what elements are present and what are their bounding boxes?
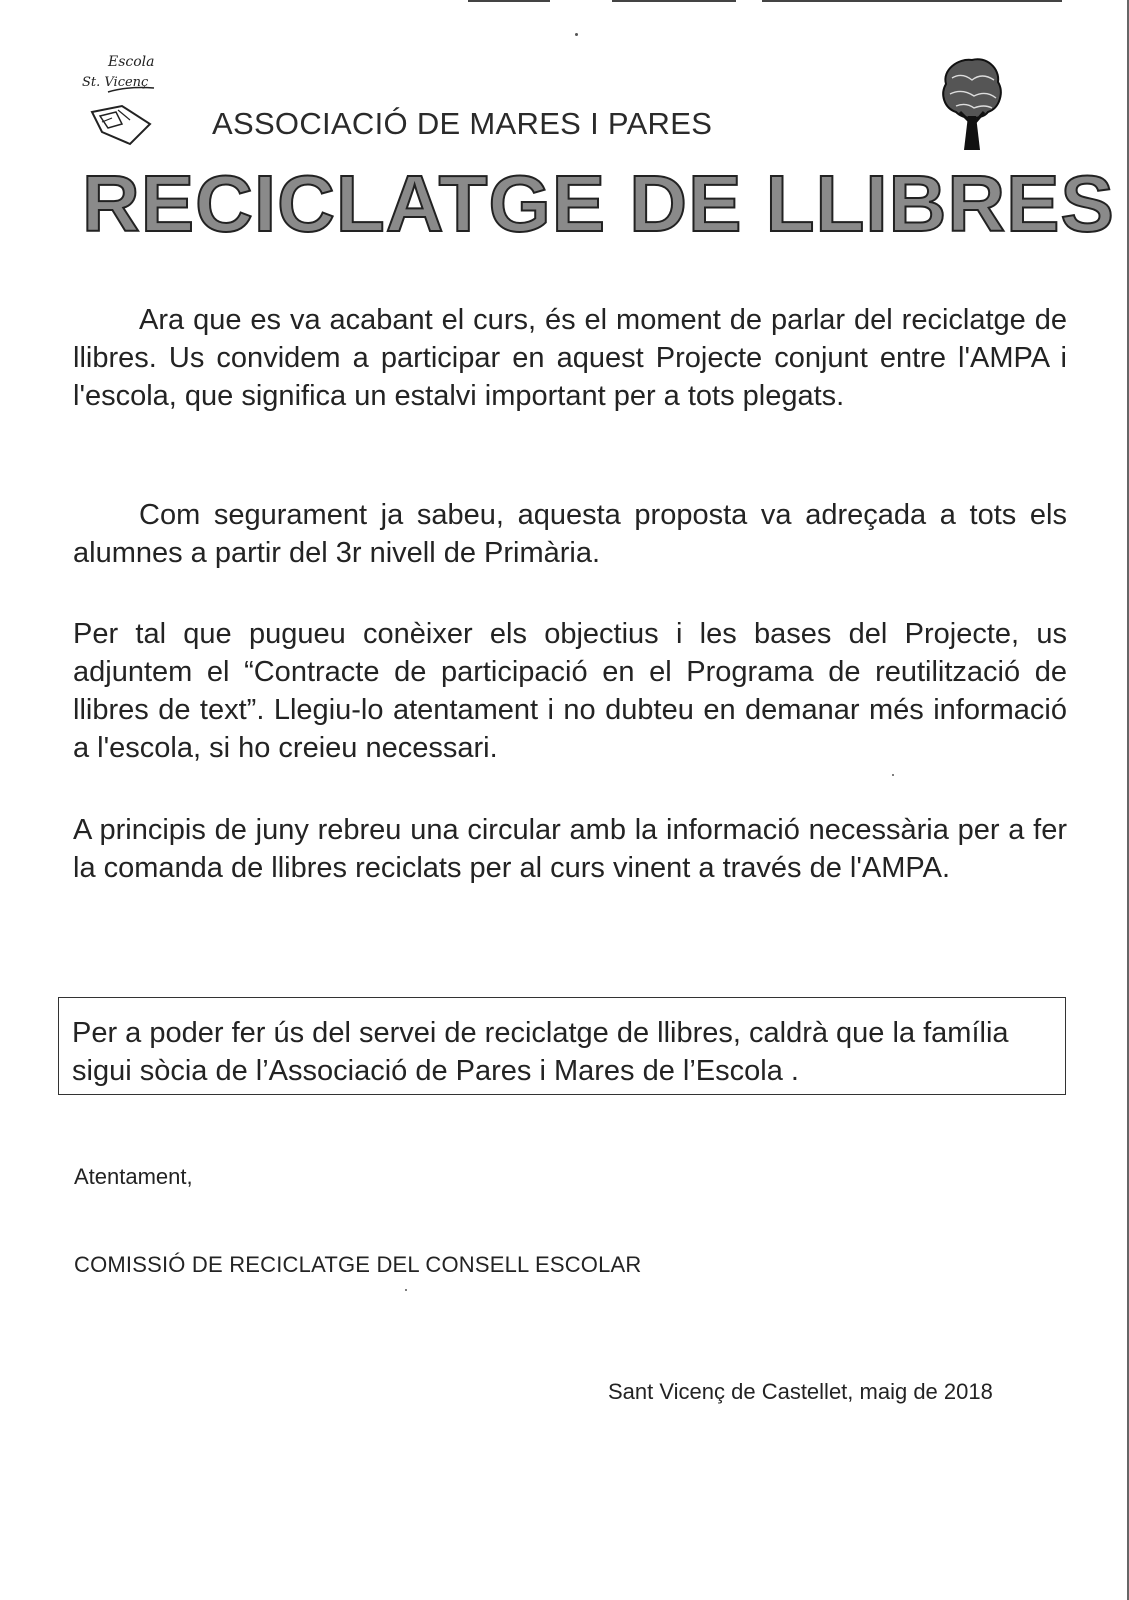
tree-icon (938, 54, 1006, 156)
scan-edge-line (612, 0, 736, 2)
body-paragraph: Com segurament ja sabeu, aquesta proposta va adreçada a tots els alumnes a partir del 3r nivell de Primària. (73, 499, 1067, 569)
closing-salutation: Atentament, (74, 1164, 193, 1189)
body-paragraph: Ara que es va acabant el curs, és el moment de parlar del reciclatge de llibres. Us convidem a participar en aquest Projecte conjunt entre l'AMPA i l'escola, que significa un estalvi important per a tots plegats. (73, 304, 1067, 412)
scan-speck (575, 33, 578, 36)
scan-speck (405, 1289, 407, 1291)
place-date: Sant Vicenç de Castellet, maig de 2018 (608, 1379, 993, 1404)
school-logo-text: St. Vicenç (82, 75, 149, 90)
association-name: ASSOCIACIÓ DE MARES I PARES (212, 106, 713, 141)
signature: COMISSIÓ DE RECICLATGE DEL CONSELL ESCOLAR (74, 1252, 642, 1277)
scan-speck (892, 774, 894, 776)
body-paragraph: Per tal que pugueu conèixer els objectius i les bases del Projecte, us adjuntem el “Contracte de participació en el Programa de reutilització de llibres de text”. Llegiu-lo atentament i no dubteu en demanar més informació a l'escola, si ho creieu necessari. (73, 618, 1067, 764)
scan-edge-line (468, 0, 550, 2)
school-crest-icon (78, 46, 168, 152)
membership-notice: Per a poder fer ús del servei de reciclatge de llibres, caldrà que la família sigui sòcia de l’Associació de Pares i Mares de l’Escola . (72, 1017, 1009, 1087)
body-paragraph: A principis de juny rebreu una circular amb la informació necessària per a fer la comanda de llibres reciclats per al curs vinent a través de l'AMPA. (73, 814, 1067, 884)
page-title: RECICLATGE DE LLIBRES (82, 159, 1115, 248)
school-logo-text: Escola (108, 54, 155, 70)
scan-edge-line (762, 0, 1062, 2)
